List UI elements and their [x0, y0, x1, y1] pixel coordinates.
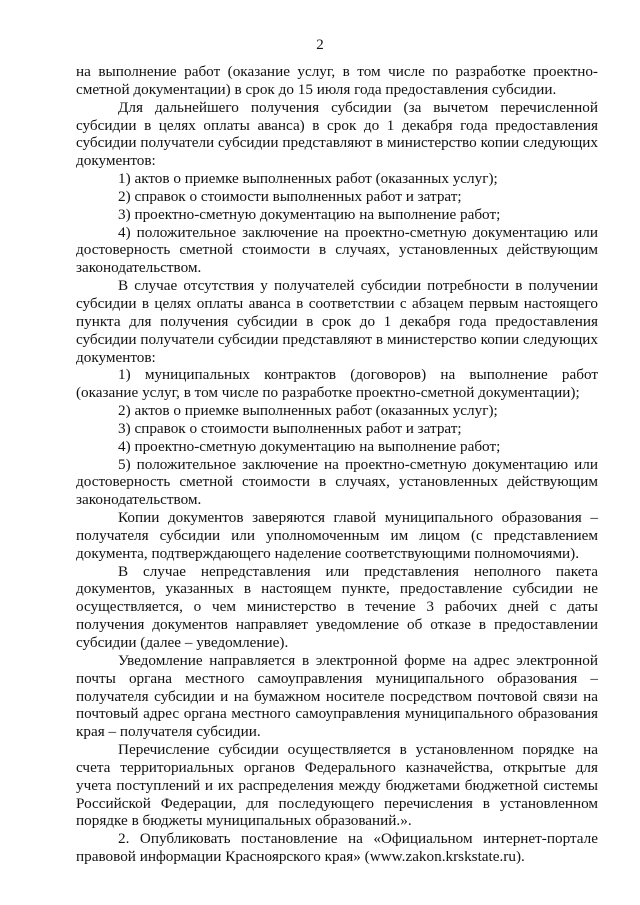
- paragraph: В случае непредставления или представления неполного пакета документов, указанных в настоящем пункте, предоставление субсидии не осуществляется, о чем министерство в течение 3 рабочих дней с даты получения документов направляет уведомление об отказе в предоставлении субсидии (далее – уведомление).: [76, 562, 598, 651]
- paragraph: 1) муниципальных контрактов (договоров) на выполнение работ (оказание услуг, в том числе по разработке проектно-сметной документации);: [76, 366, 598, 402]
- document-body: [76, 63, 598, 866]
- paragraph: 3) проектно-сметную документацию на выполнение работ;: [118, 205, 501, 223]
- paragraph: на выполнение работ (оказание услуг, в том числе по разработке проектно-сметной документации) в срок до 15 июля года предоставления субсидии.: [76, 63, 598, 98]
- page-number: 2: [316, 37, 324, 53]
- paragraph: 2) актов о приемке выполненных работ (оказанных услуг);: [118, 402, 498, 420]
- paragraph: Для дальнейшего получения субсидии (за вычетом перечисленной субсидии в целях оплаты аванса) в срок до 1 декабря года предоставления субсидии получатели субсидии представляют в министерство копии следующих документов:: [76, 98, 598, 170]
- paragraph: Копии документов заверяются главой муниципального образования – получателя субсидии или уполномоченным им лицом (с представлением документа, подтверждающего наделение соответствующими полномочиями).: [76, 509, 598, 562]
- paragraph: В случае отсутствия у получателей субсидии потребности в получении субсидии в целях оплаты аванса в соответствии с абзацем первым настоящего пункта для получения субсидии в срок до 1 декабря года предоставления субсидии получатели субсидии представляют в министерство копии следующих документов:: [76, 277, 598, 366]
- paragraph: 3) справок о стоимости выполненных работ и затрат;: [118, 419, 462, 437]
- paragraph: Перечисление субсидии осуществляется в установленном порядке на счета территориальных органов Федерального казначейства, открытые для учета поступлений и их распределения между бюджетами бюджетной системы Российской Федерации, для последующего перечисления в установленном порядке в бюджеты муниципальных образований.».: [76, 741, 598, 830]
- paragraph: Уведомление направляется в электронной форме на адрес электронной почты органа местного самоуправления муниципального образования – получателя субсидии и на бумажном носителе посредством почтовой связи на почтовый адрес органа местного самоуправления муниципального образования края – получателя субсидии.: [76, 651, 598, 741]
- paragraph: 4) положительное заключение на проектно-сметную документацию или достоверность сметной стоимости в случаях, установленных действующим законодательством.: [76, 223, 598, 277]
- paragraph: 2) справок о стоимости выполненных работ и затрат;: [118, 187, 462, 205]
- paragraph: 4) проектно-сметную документацию на выполнение работ;: [118, 437, 501, 455]
- paragraph: 1) актов о приемке выполненных работ (оказанных услуг);: [118, 170, 498, 188]
- paragraph: 5) положительное заключение на проектно-сметную документацию или достоверность сметной стоимости в случаях, установленных действующим законодательством.: [76, 455, 598, 509]
- paragraph: 2. Опубликовать постановление на «Официальном интернет-портале правовой информации Красноярского края» (www.zakon.krskstate.ru).: [76, 830, 598, 866]
